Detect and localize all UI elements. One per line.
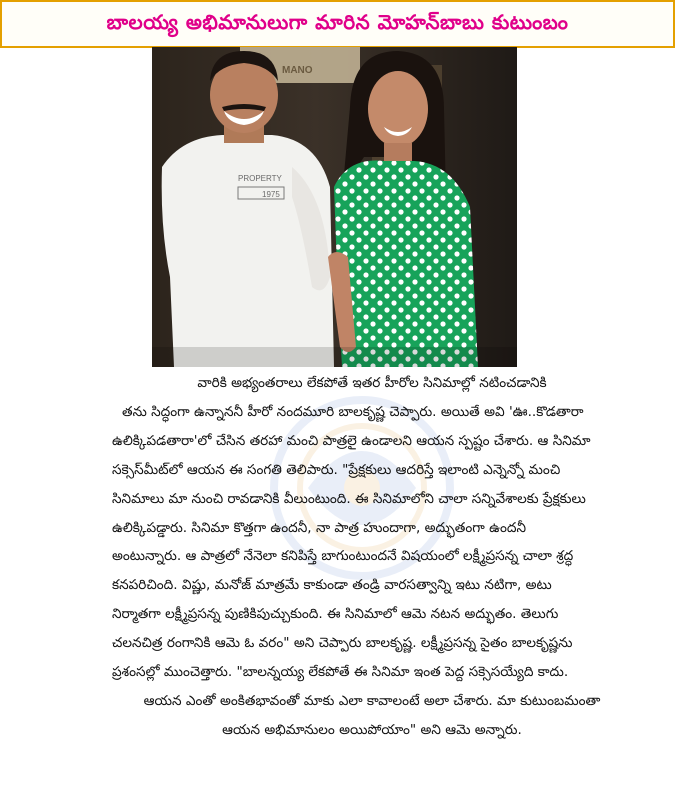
article-line: వారికి అభ్యంతరాలు లేకపోతే ఇతర హీరోల సినిమాల్లో నటించడానికి (197, 375, 547, 391)
article-line: ఉలిక్కిపడ్డారు. సినిమా కొత్తగా ఉందనీ, నా పాత్ర హుందాగా, అద్భుతంగా ఉందనీ (112, 519, 526, 536)
headline-title: బాలయ్య అభిమానులుగా మారిన మోహన్‌బాబు కుటుంబం (106, 9, 569, 34)
woman-dress (334, 161, 478, 367)
shirt-print-top: PROPERTY (238, 174, 282, 183)
article-line: అంటున్నారు. ఆ పాత్రలో నేనెలా కనిపిస్తే బాగుంటుందనే విషయంలో లక్ష్మీప్రసన్న చాలా శ్రద్ధ (112, 548, 574, 565)
article-line: చలనచిత్ర రంగానికి ఆమె ఓ వరం" అని చెప్పారు బాలకృష్ణ. లక్ష్మీప్రసన్న సైతం బాలకృష్ణను (112, 635, 573, 652)
photo-image (152, 47, 517, 367)
headline-banner (0, 0, 675, 48)
article-line: సినిమాలు మా నుంచి రావడానికి వీలుంటుంది. ఈ సినిమాలోని చాలా సన్నివేశాలకు ప్రేక్షకులు (112, 490, 586, 507)
article-line: తను సిద్ధంగా ఉన్నాననీ హీరో నందమూరి బాలకృష్ణ చెప్పారు. అయితే అవి 'ఊ..కొడతారా (122, 403, 584, 420)
article-line: కనపరిచింది. విష్ణు, మనోజ్ మాత్రమే కాకుండా తండ్రి వారసత్వాన్ని ఇటు నటిగా, అటు (112, 577, 552, 594)
article-line: ఉలిక్కిపడతారా'లో చేసిన తరహా మంచి పాత్రలై ఉండాలని ఆయన స్పష్టం చేశారు. ఆ సినిమా (112, 432, 591, 449)
shirt-print-year: 1975 (262, 190, 280, 199)
article-line: సక్సెస్‌మీట్‌లో ఆయన ఈ సంగతి తెలిపారు. "ప్రేక్షకులు ఆదరిస్తే ఇలాంటి ఎన్నెన్నో మంచి (112, 461, 561, 478)
article-photo (152, 47, 517, 367)
article-line: ప్రశంసల్లో ముంచెత్తారు. "బాలన్నయ్య లేకపోతే ఈ సినిమా ఇంత పెద్ద సక్సెసయ్యేది కాదు. (112, 664, 569, 681)
article-body (112, 369, 632, 745)
article-line: ఆయన అభిమానులం అయిపోయాం" అని ఆమె అన్నారు. (222, 721, 522, 738)
article-line: ఆయన ఎంతో అంకితభావంతో మాకు ఎలా కావాలంటే అలా చేశారు. మా కుటుంబమంతా (143, 692, 601, 709)
article-line: నిర్మాతగా లక్ష్మీప్రసన్న పుణికిపుచ్చుకుంది. ఈ సినిమాలో ఆమె నటన అద్భుతం. తెలుగు (112, 606, 559, 623)
poster-text: MANO (282, 65, 313, 76)
